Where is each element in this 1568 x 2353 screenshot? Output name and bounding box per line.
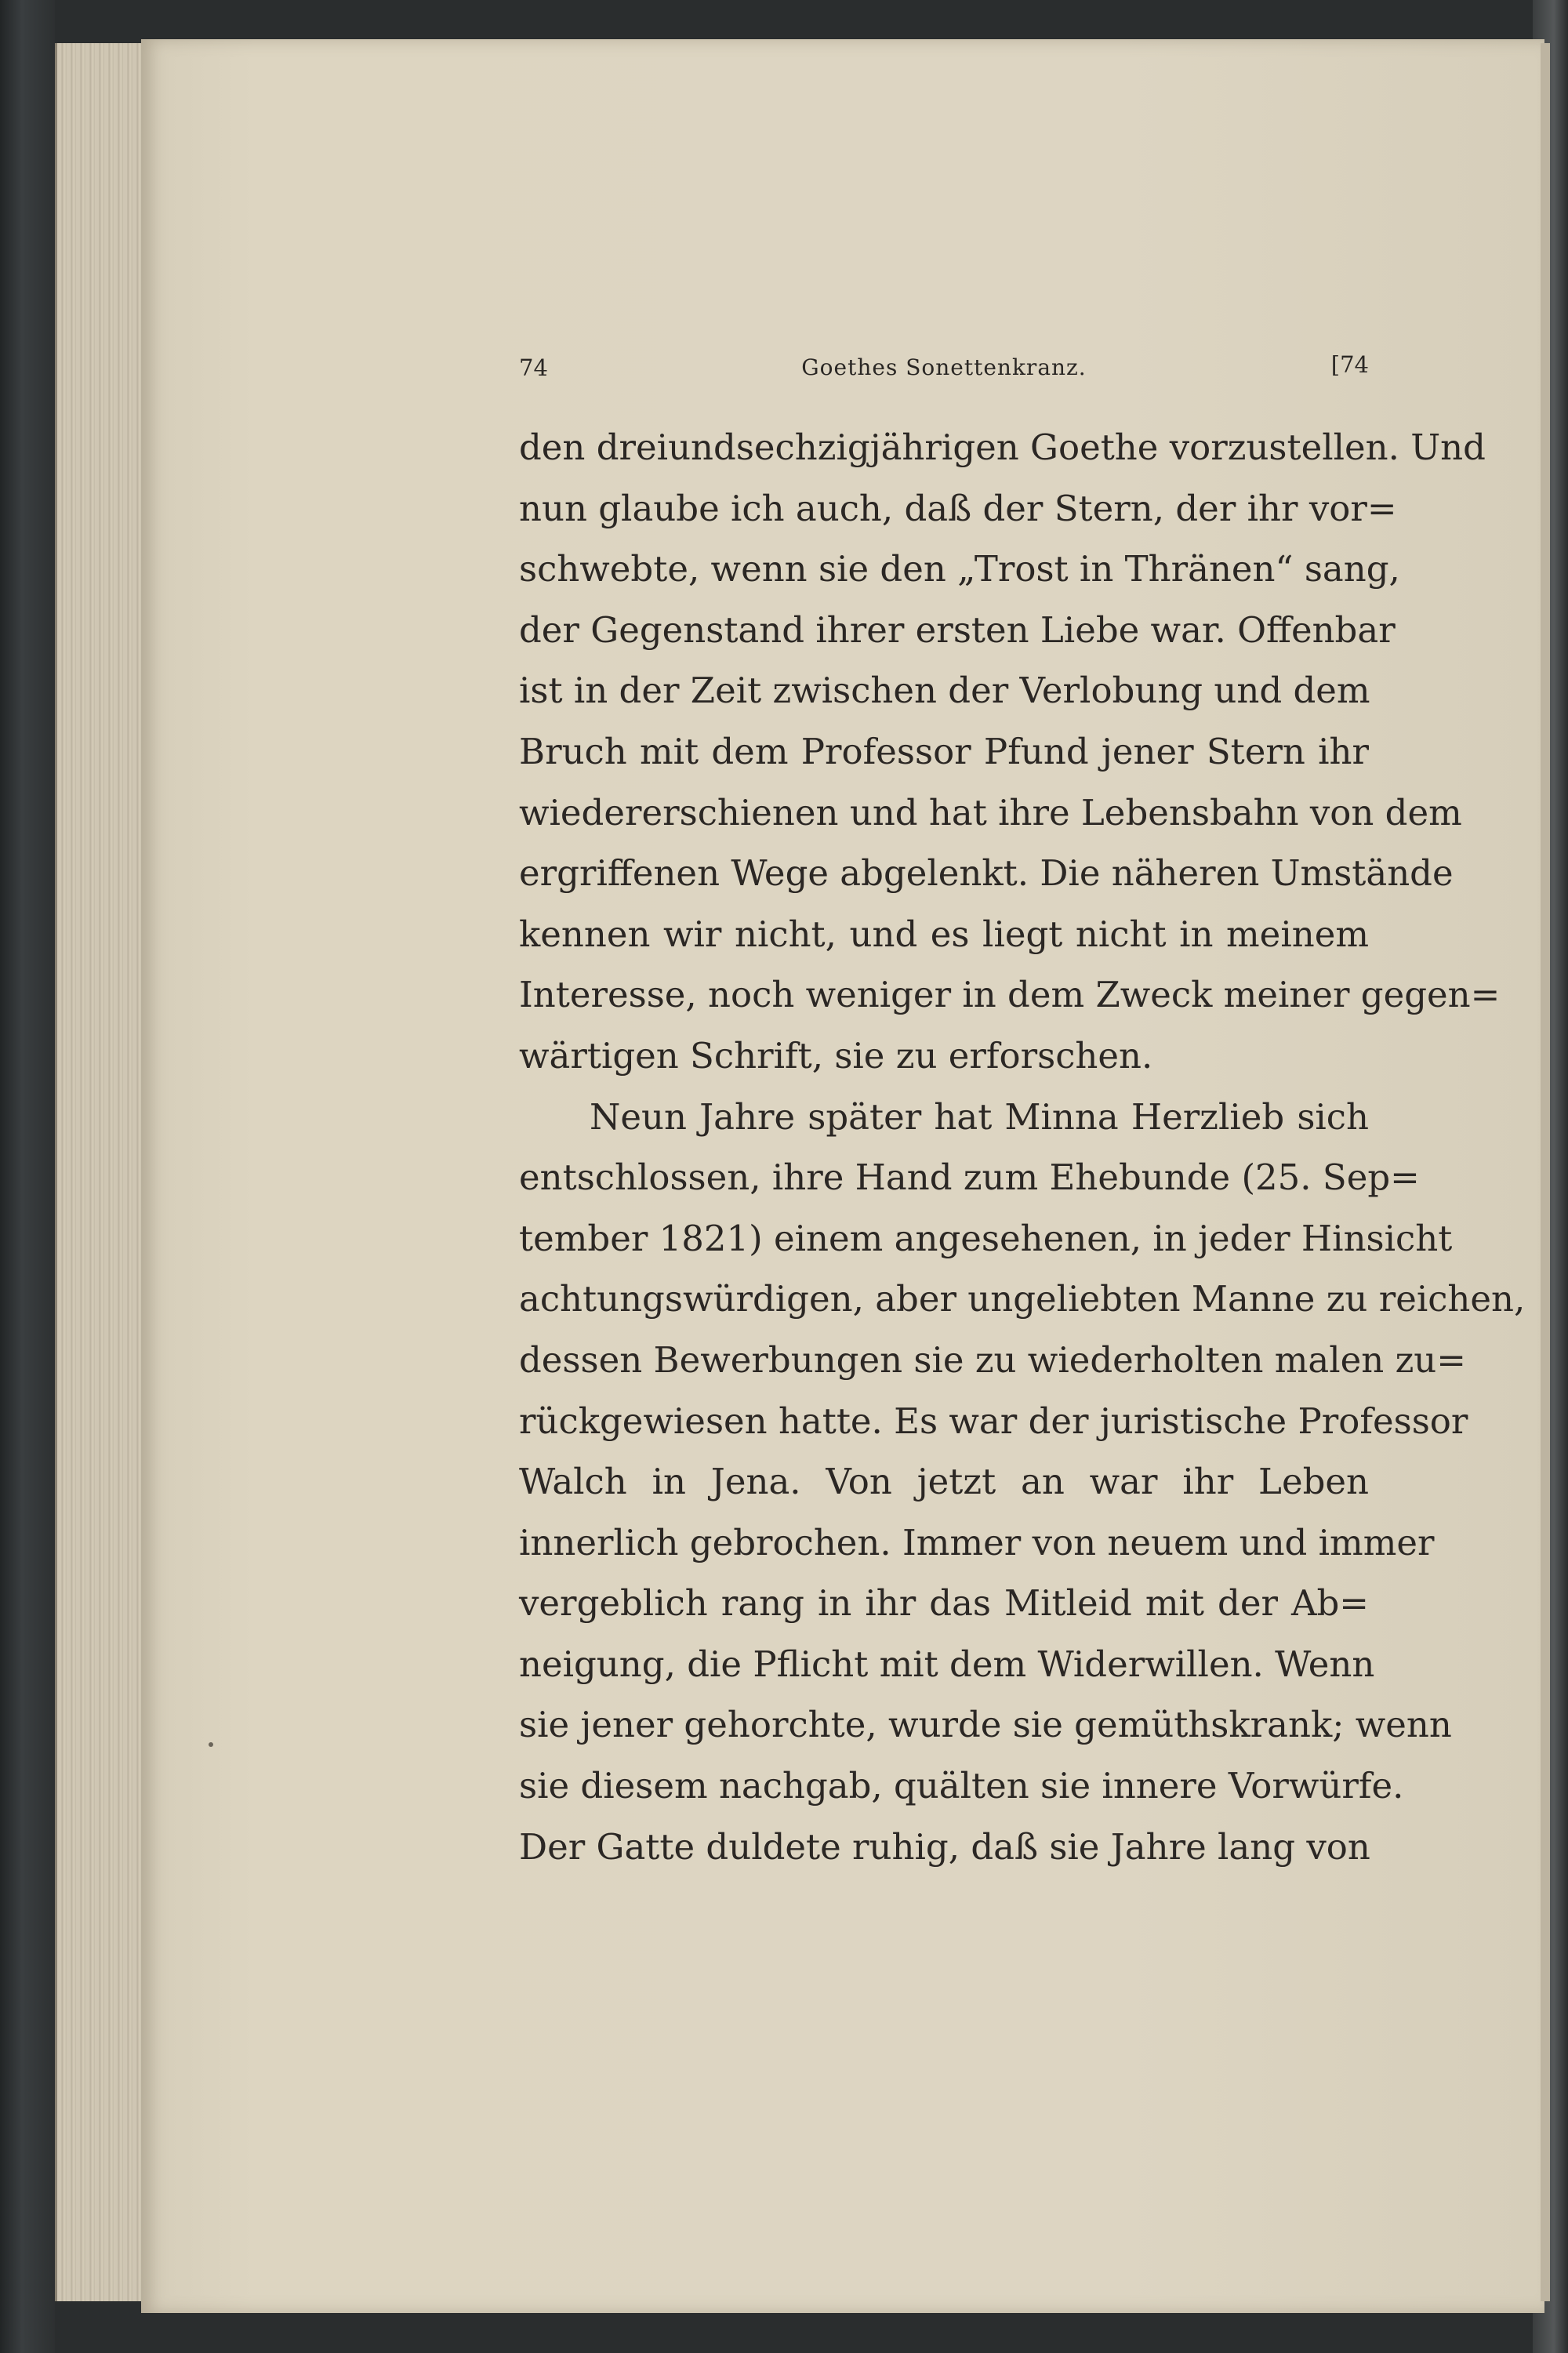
text-line: kennen wir nicht, und es liegt nicht in meinem: [519, 913, 1369, 955]
text-line: schwebte, wenn sie den „Trost in Thränen“ sang,: [519, 548, 1400, 590]
text-line: den dreiundsechzigjährigen Goethe vorzustellen. Und: [519, 427, 1486, 468]
text-line: ist in der Zeit zwischen der Verlobung und dem: [519, 670, 1370, 712]
text-line: achtungswürdigen, aber ungeliebten Manne zu reichen,: [519, 1278, 1526, 1320]
text-line: rückgewiesen hatte. Es war der juristische Professor: [519, 1400, 1468, 1442]
text-line: ergriffenen Wege abgelenkt. Die näheren Umstände: [519, 852, 1454, 895]
text-line: dessen Bewerbungen sie zu wiederholten malen zu=: [519, 1338, 1466, 1381]
text-line: innerlich gebrochen. Immer von neuem und immer: [519, 1521, 1435, 1563]
text-line: Interesse, noch weniger in dem Zweck meiner gegen=: [519, 974, 1501, 1016]
page-fore-edge: [1541, 43, 1550, 2301]
text-line: nun glaube ich auch, daß der Stern, der ihr vor=: [519, 487, 1397, 529]
text-line: Bruch mit dem Professor Pfund jener Stern ihr: [519, 730, 1369, 772]
text-line: vergeblich rang in ihr das Mitleid mit der Ab=: [519, 1582, 1369, 1625]
text-line: wiedererschienen und hat ihre Lebensbahn von dem: [519, 791, 1462, 833]
text-line: der Gegenstand ihrer ersten Liebe war. Offenbar: [519, 608, 1396, 651]
text-line: Walch in Jena. Von jetzt an war ihr Leben: [519, 1461, 1369, 1503]
text-line: entschlossen, ihre Hand zum Ehebunde (25. Sep=: [519, 1157, 1420, 1199]
text-line: Der Gatte duldete ruhig, daß sie Jahre lang von: [519, 1825, 1370, 1868]
text-line: Neun Jahre später hat Minna Herzlieb sich: [590, 1095, 1369, 1138]
paper-speck: [209, 1742, 213, 1747]
text-line: wärtigen Schrift, sie zu erforschen.: [519, 1034, 1153, 1077]
text-line: sie jener gehorchte, wurde sie gemüthskrank; wenn: [519, 1704, 1452, 1746]
body-text: [519, 417, 1526, 1877]
running-header: [519, 351, 1369, 390]
page-number-right: [74: [1330, 351, 1369, 378]
text-line: sie diesem nachgab, quälten sie innere Vorwürfe.: [519, 1765, 1404, 1807]
text-line: tember 1821) einem angesehenen, in jeder Hinsicht: [519, 1217, 1453, 1259]
text-line: neigung, die Pflicht mit dem Widerwillen. Wenn: [519, 1643, 1375, 1685]
page-number-left: 74: [519, 354, 548, 381]
book-cover-left: [0, 0, 55, 2353]
running-title: Goethes Sonettenkranz.: [801, 354, 1087, 380]
